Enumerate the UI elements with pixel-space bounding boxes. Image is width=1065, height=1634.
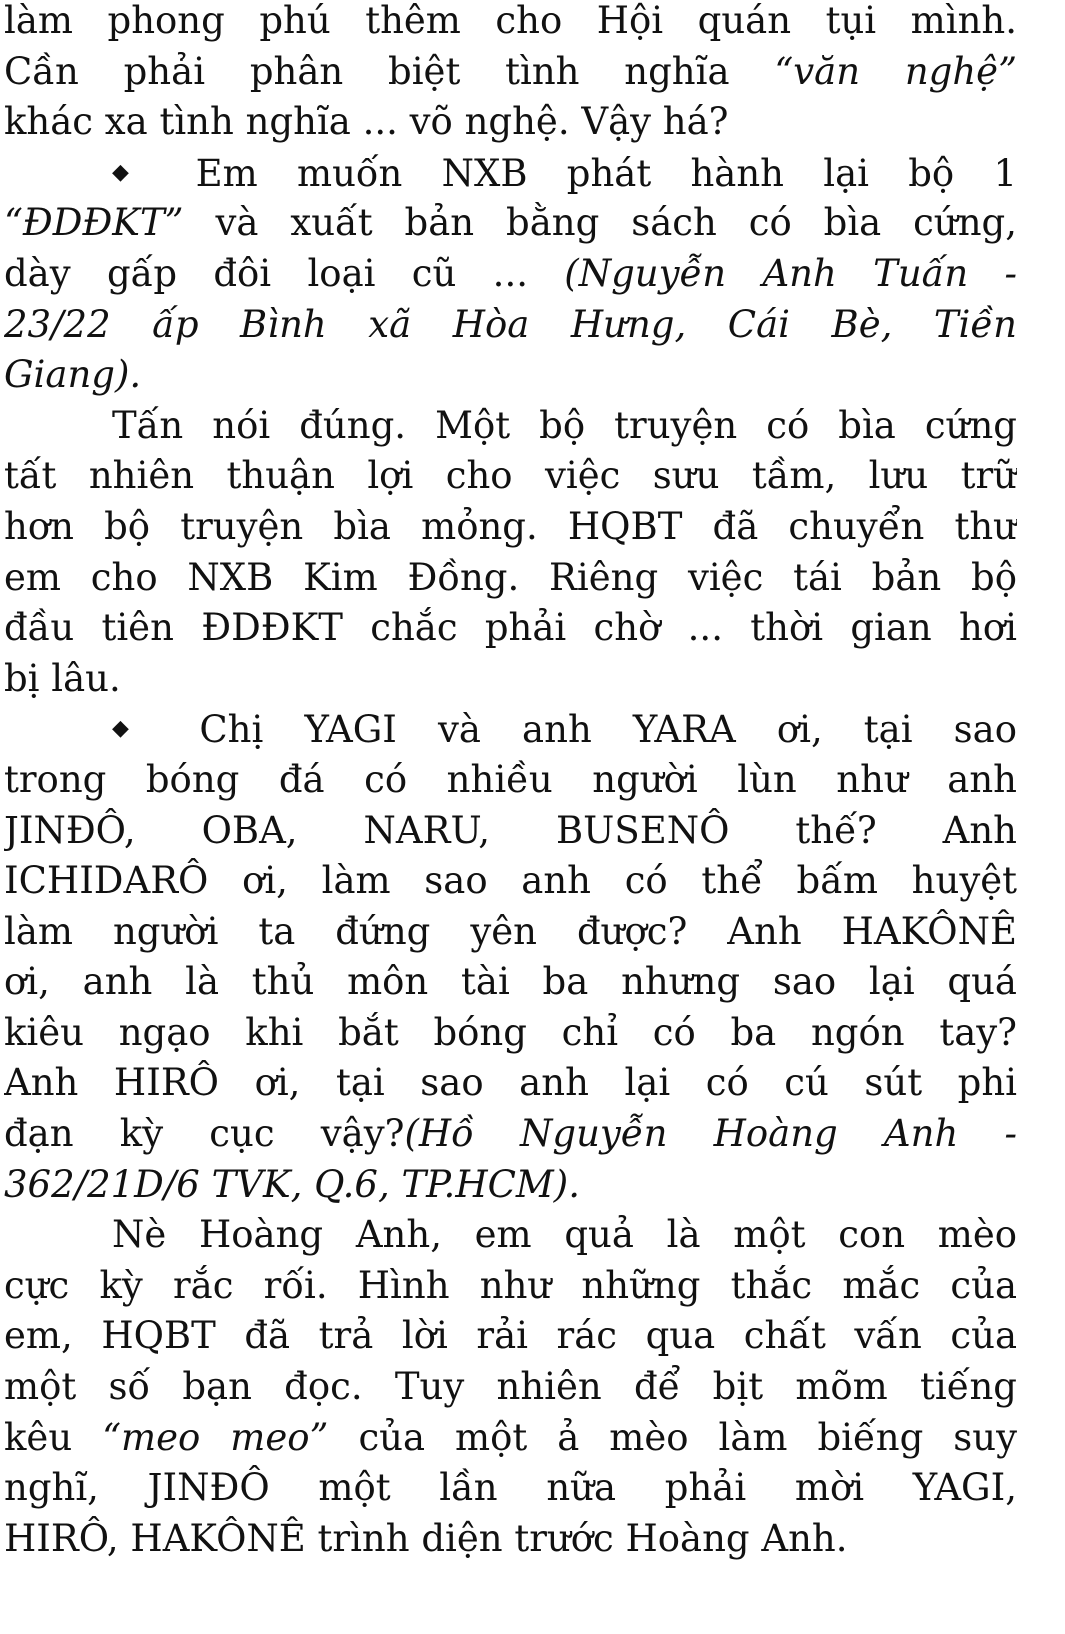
text-run: cực kỳ rắc rối. Hình như những thắc mắc của bbox=[4, 1263, 1017, 1307]
text-run: ICHIDARÔ ơi, làm sao anh có thể bấm huyệt bbox=[4, 859, 1017, 903]
diamond-bullet-icon: ◆ bbox=[112, 159, 157, 185]
italic-text: “ĐDĐKT” bbox=[4, 201, 184, 245]
text-run: em, HQBT đã trả lời rải rác qua chất vấn của bbox=[4, 1314, 1017, 1358]
italic-text: (Hồ Nguyễn Hoàng Anh - bbox=[404, 1112, 1017, 1156]
text-run: JINĐÔ, OBA, NARU, BUSENÔ thế? Anh bbox=[4, 808, 1017, 852]
text-line bbox=[4, 0, 1017, 47]
text-line bbox=[4, 198, 1017, 249]
text-line bbox=[4, 1463, 1017, 1514]
text-line bbox=[4, 806, 1017, 857]
text-line bbox=[4, 47, 1017, 98]
text-line bbox=[4, 148, 1017, 199]
text-line bbox=[4, 553, 1017, 604]
text-run: tất nhiên thuận lợi cho việc sưu tầm, lưu trữ bbox=[4, 454, 1017, 498]
text-run: một số bạn đọc. Tuy nhiên để bịt mõm tiếng bbox=[4, 1365, 1017, 1409]
text-line bbox=[4, 907, 1017, 958]
text-run: kiêu ngạo khi bắt bóng chỉ có ba ngón tay? bbox=[4, 1010, 1017, 1054]
text-line bbox=[4, 1261, 1017, 1312]
text-line bbox=[4, 1362, 1017, 1413]
text-line bbox=[4, 1109, 1017, 1160]
text-line bbox=[4, 401, 1017, 452]
text-run: khác xa tình nghĩa ... võ nghệ. Vậy há? bbox=[4, 100, 729, 144]
text-line bbox=[4, 654, 1017, 705]
text-run: em cho NXB Kim Đồng. Riêng việc tái bản bộ bbox=[4, 555, 1017, 599]
text-run: ơi, anh là thủ môn tài ba nhưng sao lại quá bbox=[4, 960, 1017, 1004]
text-line bbox=[4, 755, 1017, 806]
text-run: bị lâu. bbox=[4, 656, 121, 700]
text-line bbox=[4, 300, 1017, 351]
text-line bbox=[4, 502, 1017, 553]
diamond-bullet-icon: ◆ bbox=[112, 716, 159, 742]
text-run: dày gấp đôi loại cũ ... bbox=[4, 251, 565, 295]
text-page bbox=[4, 0, 1017, 1564]
text-line bbox=[4, 1160, 1017, 1211]
text-line bbox=[4, 603, 1017, 654]
italic-text: 362/21D/6 TVK, Q.6, TP.HCM). bbox=[4, 1162, 580, 1206]
text-line bbox=[4, 350, 1017, 401]
text-line bbox=[4, 249, 1017, 300]
text-line bbox=[4, 451, 1017, 502]
italic-text: “meo meo” bbox=[102, 1415, 329, 1459]
text-line bbox=[4, 856, 1017, 907]
text-run: làm người ta đứng yên được? Anh HAKÔNÊ bbox=[4, 909, 1017, 953]
text-line bbox=[4, 97, 1017, 148]
text-run: Anh HIRÔ ơi, tại sao anh lại có cú sút phi bbox=[4, 1061, 1017, 1105]
text-run: trong bóng đá có nhiều người lùn như anh bbox=[4, 757, 1017, 801]
text-line bbox=[4, 1514, 1017, 1565]
text-run: của một ả mèo làm biếng suy bbox=[328, 1415, 1017, 1459]
text-run: Chị YAGI và anh YARA ơi, tại sao bbox=[158, 708, 1017, 752]
text-run: làm phong phú thêm cho Hội quán tụi mình. bbox=[4, 0, 1017, 42]
text-run: đầu tiên ĐDĐKT chắc phải chờ ... thời gian hơi bbox=[4, 606, 1017, 650]
text-run: đạn kỳ cục vậy? bbox=[4, 1112, 405, 1156]
italic-text: 23/22 ấp Bình xã Hòa Hưng, Cái Bè, Tiền bbox=[4, 302, 1017, 346]
text-line bbox=[4, 1413, 1017, 1464]
text-run: Nè Hoàng Anh, em quả là một con mèo bbox=[112, 1213, 1017, 1257]
text-line bbox=[4, 1058, 1017, 1109]
text-run: Cần phải phân biệt tình nghĩa bbox=[4, 49, 775, 93]
italic-text: Giang). bbox=[4, 353, 142, 397]
text-line bbox=[4, 1311, 1017, 1362]
text-line bbox=[4, 957, 1017, 1008]
text-run: và xuất bản bằng sách có bìa cứng, bbox=[183, 201, 1017, 245]
text-run: kêu bbox=[4, 1415, 103, 1459]
text-line bbox=[4, 704, 1017, 755]
italic-text: (Nguyễn Anh Tuấn - bbox=[564, 251, 1017, 295]
text-line bbox=[4, 1210, 1017, 1261]
text-run: hơn bộ truyện bìa mỏng. HQBT đã chuyển thư bbox=[4, 504, 1017, 548]
italic-text: “văn nghệ” bbox=[774, 49, 1017, 93]
text-run: Em muốn NXB phát hành lại bộ 1 bbox=[156, 151, 1017, 195]
text-run: Tấn nói đúng. Một bộ truyện có bìa cứng bbox=[112, 403, 1017, 447]
text-line bbox=[4, 1008, 1017, 1059]
text-run: nghĩ, JINĐÔ một lần nữa phải mời YAGI, bbox=[4, 1466, 1017, 1510]
text-run: HIRÔ, HAKÔNÊ trình diện trước Hoàng Anh. bbox=[4, 1516, 848, 1560]
